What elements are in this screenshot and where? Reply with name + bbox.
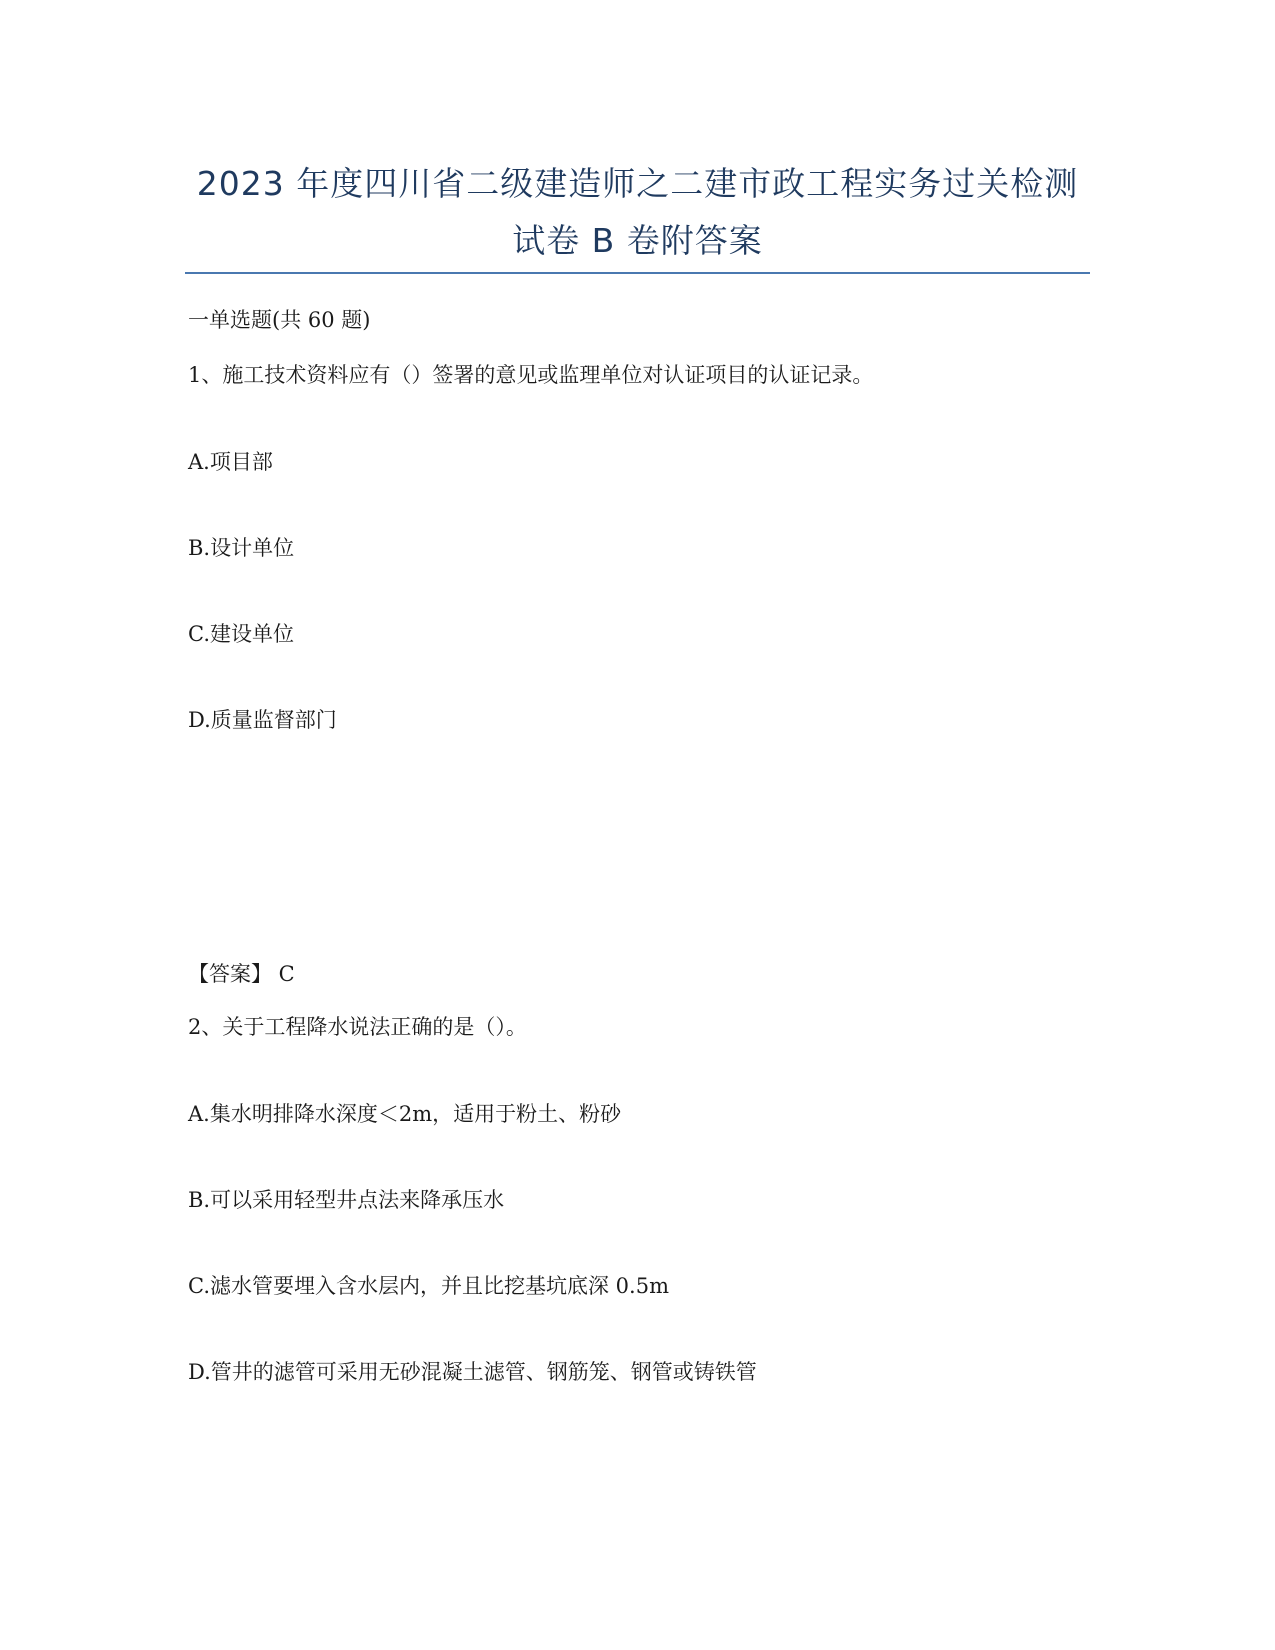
question-2-option-d: D.管井的滤管可采用无砂混凝土滤管、钢筋笼、钢管或铸铁管: [188, 1360, 757, 1384]
title-line-2: 试卷 B 卷附答案: [512, 221, 763, 260]
question-1-answer: 【答案】 C: [188, 962, 295, 986]
question-2-option-c: C.滤水管要埋入含水层内，并且比挖基坑底深 0.5m: [188, 1274, 669, 1298]
question-1-option-b: B.设计单位: [188, 536, 295, 560]
question-1-option-a: A.项目部: [188, 450, 273, 474]
section-heading: 一单选题(共 60 题): [188, 308, 371, 332]
question-1-stem: 1、施工技术资料应有（）签署的意见或监理单位对认证项目的认证记录。: [188, 363, 874, 387]
title-divider: [185, 272, 1090, 274]
question-1-option-d: D.质量监督部门: [188, 708, 337, 732]
question-2-option-b: B.可以采用轻型井点法来降承压水: [188, 1188, 505, 1212]
question-1-option-c: C.建设单位: [188, 622, 294, 646]
document-title: [185, 155, 1090, 269]
question-2-stem: 2、关于工程降水说法正确的是（）。: [188, 1015, 527, 1039]
title-line-1: 2023 年度四川省二级建造师之二建市政工程实务过关检测: [196, 164, 1079, 203]
question-2-option-a: A.集水明排降水深度＜2m，适用于粉土、粉砂: [188, 1102, 622, 1126]
